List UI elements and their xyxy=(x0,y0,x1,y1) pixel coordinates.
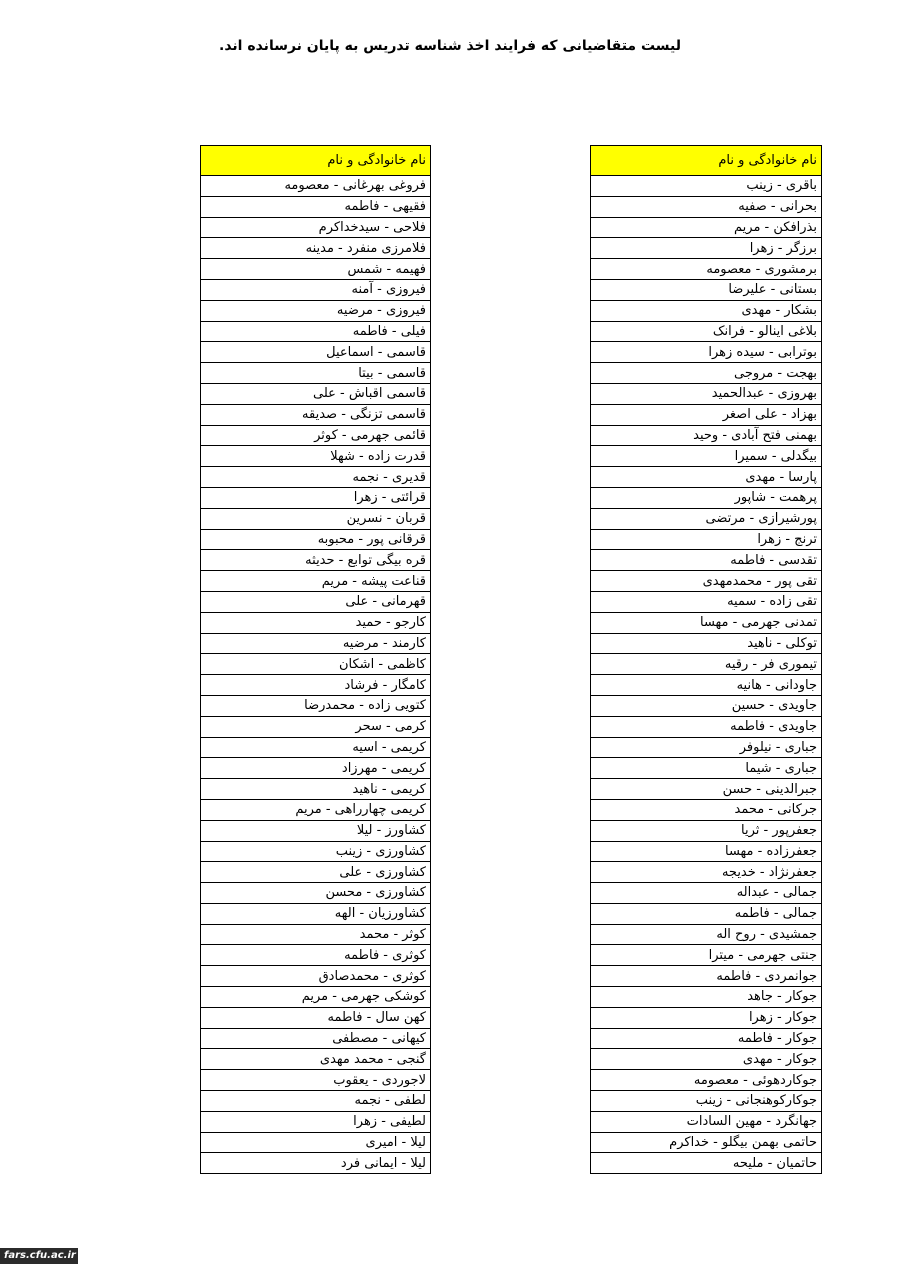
applicant-name-cell: کوثر - محمد xyxy=(201,924,431,945)
table-row xyxy=(201,404,431,425)
applicant-name-cell: کارجو - حمید xyxy=(201,612,431,633)
table-row xyxy=(591,321,822,342)
table-row xyxy=(201,321,431,342)
table-row xyxy=(201,862,431,883)
applicant-name-cell: جوانمردی - فاطمه xyxy=(591,966,822,987)
table-row xyxy=(591,1132,822,1153)
applicant-name-cell: برزگر - زهرا xyxy=(591,238,822,259)
applicant-name-cell: کشاورزی - محسن xyxy=(201,883,431,904)
table-row xyxy=(201,1132,431,1153)
applicant-name-cell: برمشوری - معصومه xyxy=(591,259,822,280)
table-row xyxy=(201,467,431,488)
applicant-name-cell: کوثری - محمدصادق xyxy=(201,966,431,987)
applicant-name-cell: تیموری فر - رقیه xyxy=(591,654,822,675)
applicant-name-cell: قربان - نسرین xyxy=(201,508,431,529)
applicant-name-cell: کتویی زاده - محمدرضا xyxy=(201,695,431,716)
applicant-name-cell: کیهانی - مصطفی xyxy=(201,1028,431,1049)
applicant-name-cell: پرهمت - شاپور xyxy=(591,487,822,508)
table-row xyxy=(201,1070,431,1091)
table-row xyxy=(591,654,822,675)
table-row xyxy=(591,695,822,716)
applicant-name-cell: تمدنی جهرمی - مهسا xyxy=(591,612,822,633)
table-row xyxy=(201,591,431,612)
applicant-name-cell: بهجت - مروجی xyxy=(591,363,822,384)
table-row xyxy=(201,529,431,550)
table-row xyxy=(591,1007,822,1028)
table-row xyxy=(201,945,431,966)
table-row xyxy=(201,342,431,363)
applicant-name-cell: توکلی - ناهید xyxy=(591,633,822,654)
table-row xyxy=(201,279,431,300)
table-row xyxy=(201,425,431,446)
applicant-name-cell: قرقانی پور - محبوبه xyxy=(201,529,431,550)
table-row xyxy=(591,862,822,883)
applicant-name-cell: لاجوردی - یعقوب xyxy=(201,1070,431,1091)
applicant-name-cell: جنتی جهرمی - میترا xyxy=(591,945,822,966)
table-row xyxy=(201,654,431,675)
table-row xyxy=(201,1111,431,1132)
applicant-name-cell: جعفرپور - ثریا xyxy=(591,820,822,841)
table-row xyxy=(201,903,431,924)
applicant-name-cell: جاودانی - هانیه xyxy=(591,675,822,696)
table-row xyxy=(201,758,431,779)
table-row xyxy=(591,987,822,1008)
applicant-name-cell: لطفی - نجمه xyxy=(201,1091,431,1112)
applicant-name-cell: تقی پور - محمدمهدی xyxy=(591,571,822,592)
applicant-name-cell: کریمی - اسیه xyxy=(201,737,431,758)
table-row xyxy=(201,695,431,716)
table-row xyxy=(591,883,822,904)
table-row xyxy=(201,737,431,758)
applicant-name-cell: جهانگرد - مهین السادات xyxy=(591,1111,822,1132)
applicant-name-cell: جوکاردهوئی - معصومه xyxy=(591,1070,822,1091)
applicant-name-cell: جبرالدینی - حسن xyxy=(591,779,822,800)
table-row xyxy=(591,924,822,945)
table-row xyxy=(201,550,431,571)
table-row xyxy=(591,238,822,259)
applicant-name-cell: فقیهی - فاطمه xyxy=(201,196,431,217)
applicant-name-cell: کامگار - فرشاد xyxy=(201,675,431,696)
applicant-name-cell: بشکار - مهدی xyxy=(591,300,822,321)
applicant-name-cell: بستانی - علیرضا xyxy=(591,279,822,300)
table-row xyxy=(591,1070,822,1091)
applicant-name-cell: کاظمی - اشکان xyxy=(201,654,431,675)
applicant-name-cell: ترنج - زهرا xyxy=(591,529,822,550)
table-row xyxy=(591,1091,822,1112)
table-row xyxy=(201,176,431,197)
column-header-name: نام خانوادگی و نام xyxy=(201,146,431,176)
applicant-name-cell: کارمند - مرضیه xyxy=(201,633,431,654)
table-row xyxy=(201,487,431,508)
table-row xyxy=(201,883,431,904)
applicant-name-cell: کشاورزی - علی xyxy=(201,862,431,883)
table-header-row xyxy=(591,146,822,176)
table-row xyxy=(591,342,822,363)
table-row xyxy=(201,508,431,529)
table-row xyxy=(591,217,822,238)
table-row xyxy=(591,279,822,300)
applicant-name-cell: تقی زاده - سمیه xyxy=(591,591,822,612)
column-header-name: نام خانوادگی و نام xyxy=(591,146,822,176)
table-row xyxy=(591,779,822,800)
applicant-name-cell: جاویدی - فاطمه xyxy=(591,716,822,737)
applicant-name-cell: جوکار - فاطمه xyxy=(591,1028,822,1049)
table-body-left xyxy=(201,176,431,1174)
table-row xyxy=(591,737,822,758)
table-row xyxy=(591,675,822,696)
table-row xyxy=(591,383,822,404)
table-row xyxy=(591,363,822,384)
applicant-name-cell: بهروزی - عبدالحمید xyxy=(591,383,822,404)
table-row xyxy=(201,716,431,737)
table-row xyxy=(591,259,822,280)
applicant-name-cell: کوشکی جهرمی - مریم xyxy=(201,987,431,1008)
table-row xyxy=(201,987,431,1008)
applicant-name-cell: کوثری - فاطمه xyxy=(201,945,431,966)
table-row xyxy=(591,300,822,321)
table-row xyxy=(201,612,431,633)
table-row xyxy=(201,300,431,321)
applicant-name-cell: جاویدی - حسین xyxy=(591,695,822,716)
applicants-table-left xyxy=(200,145,431,1174)
table-row xyxy=(201,446,431,467)
table-row xyxy=(201,217,431,238)
applicant-name-cell: قاسمی - اسماعیل xyxy=(201,342,431,363)
table-row xyxy=(201,259,431,280)
applicant-name-cell: کهن سال - فاطمه xyxy=(201,1007,431,1028)
applicant-name-cell: جباری - شیما xyxy=(591,758,822,779)
applicant-name-cell: قائمی جهرمی - کوثر xyxy=(201,425,431,446)
table-row xyxy=(201,779,431,800)
table-row xyxy=(591,404,822,425)
table-row xyxy=(591,945,822,966)
table-header-row xyxy=(201,146,431,176)
table-row xyxy=(201,841,431,862)
table-row xyxy=(201,383,431,404)
applicant-name-cell: قاسمی تزنگی - صدیقه xyxy=(201,404,431,425)
applicant-name-cell: بهمنی فتح آبادی - وحید xyxy=(591,425,822,446)
applicant-name-cell: کرمی - سحر xyxy=(201,716,431,737)
table-row xyxy=(591,487,822,508)
table-row xyxy=(201,820,431,841)
table-row xyxy=(591,1111,822,1132)
applicant-name-cell: جوکار - جاهد xyxy=(591,987,822,1008)
table-row xyxy=(591,841,822,862)
applicant-name-cell: فیروزی - مرضیه xyxy=(201,300,431,321)
table-row xyxy=(591,196,822,217)
page-title: لیست متقاضیانی که فرایند اخذ شناسه تدریس به پایان نرسانده اند. xyxy=(219,38,681,54)
applicant-name-cell: حاتمی بهمن بیگلو - خداکرم xyxy=(591,1132,822,1153)
applicant-name-cell: لیلا - ایمانی فرد xyxy=(201,1153,431,1174)
applicant-name-cell: لیلا - امیری xyxy=(201,1132,431,1153)
applicants-table-right xyxy=(590,145,822,1174)
applicant-name-cell: حاتمیان - ملیحه xyxy=(591,1153,822,1174)
table-row xyxy=(591,176,822,197)
applicant-name-cell: پورشیرازی - مرتضی xyxy=(591,508,822,529)
table-row xyxy=(591,633,822,654)
table-row xyxy=(591,716,822,737)
applicant-name-cell: قناعت پیشه - مریم xyxy=(201,571,431,592)
applicant-name-cell: قهرمانی - علی xyxy=(201,591,431,612)
applicant-name-cell: جمشیدی - روح اله xyxy=(591,924,822,945)
applicant-name-cell: جمالی - فاطمه xyxy=(591,903,822,924)
table-row xyxy=(591,903,822,924)
table-row xyxy=(591,550,822,571)
table-row xyxy=(591,758,822,779)
applicant-name-cell: لطیفی - زهرا xyxy=(201,1111,431,1132)
applicant-name-cell: جمالی - عبداله xyxy=(591,883,822,904)
applicant-name-cell: جعفرنژاد - خدیجه xyxy=(591,862,822,883)
applicant-name-cell: بهزاد - علی اصغر xyxy=(591,404,822,425)
applicant-name-cell: قاسمی - بیتا xyxy=(201,363,431,384)
table-row xyxy=(201,1028,431,1049)
site-footer-badge: fars.cfu.ac.ir xyxy=(0,1248,78,1264)
table-row xyxy=(201,1007,431,1028)
table-row xyxy=(591,1049,822,1070)
applicant-name-cell: گنجی - محمد مهدی xyxy=(201,1049,431,1070)
applicant-name-cell: تقدسی - فاطمه xyxy=(591,550,822,571)
applicant-name-cell: فیلی - فاطمه xyxy=(201,321,431,342)
applicant-name-cell: کریمی - مهرزاد xyxy=(201,758,431,779)
table-row xyxy=(201,363,431,384)
table-row xyxy=(201,571,431,592)
applicant-name-cell: قاسمی اقباش - علی xyxy=(201,383,431,404)
applicant-name-cell: کریمی - ناهید xyxy=(201,779,431,800)
applicant-name-cell: کشاورزی - زینب xyxy=(201,841,431,862)
table-row xyxy=(591,529,822,550)
table-row xyxy=(591,508,822,529)
table-row xyxy=(591,425,822,446)
applicant-name-cell: جوکارکوهنجانی - زینب xyxy=(591,1091,822,1112)
applicant-name-cell: کریمی چهارراهی - مریم xyxy=(201,799,431,820)
table-row xyxy=(591,966,822,987)
table-row xyxy=(591,612,822,633)
table-row xyxy=(201,799,431,820)
table-row xyxy=(201,1153,431,1174)
applicant-name-cell: جرکانی - محمد xyxy=(591,799,822,820)
applicant-name-cell: باقری - زینب xyxy=(591,176,822,197)
applicant-name-cell: قرائتی - زهرا xyxy=(201,487,431,508)
applicant-name-cell: قره بیگی توابع - حدیثه xyxy=(201,550,431,571)
applicant-name-cell: فهیمه - شمس xyxy=(201,259,431,280)
table-row xyxy=(201,1091,431,1112)
applicant-name-cell: جعفرزاده - مهسا xyxy=(591,841,822,862)
applicant-name-cell: بذرافکن - مریم xyxy=(591,217,822,238)
applicant-name-cell: جوکار - زهرا xyxy=(591,1007,822,1028)
table-row xyxy=(591,1028,822,1049)
table-row xyxy=(591,820,822,841)
table-row xyxy=(201,238,431,259)
applicant-name-cell: جوکار - مهدی xyxy=(591,1049,822,1070)
applicant-name-cell: جباری - نیلوفر xyxy=(591,737,822,758)
table-row xyxy=(201,675,431,696)
table-row xyxy=(201,924,431,945)
applicant-name-cell: قدیری - نجمه xyxy=(201,467,431,488)
applicant-name-cell: فیروزی - آمنه xyxy=(201,279,431,300)
applicant-name-cell: فلامرزی منفرد - مدینه xyxy=(201,238,431,259)
applicant-name-cell: بلاغی اینالو - فرانک xyxy=(591,321,822,342)
applicant-name-cell: کشاورز - لیلا xyxy=(201,820,431,841)
table-row xyxy=(591,591,822,612)
table-row xyxy=(201,633,431,654)
applicant-name-cell: بحرانی - صفیه xyxy=(591,196,822,217)
table-row xyxy=(201,196,431,217)
table-body-right xyxy=(591,176,822,1174)
applicant-name-cell: فروغی بهرغانی - معصومه xyxy=(201,176,431,197)
applicant-name-cell: کشاورزیان - الهه xyxy=(201,903,431,924)
applicant-name-cell: بیگدلی - سمیرا xyxy=(591,446,822,467)
table-row xyxy=(591,1153,822,1174)
table-row xyxy=(591,446,822,467)
table-row xyxy=(201,1049,431,1070)
table-row xyxy=(201,966,431,987)
table-row xyxy=(591,571,822,592)
applicant-name-cell: بوترابی - سیده زهرا xyxy=(591,342,822,363)
table-row xyxy=(591,799,822,820)
table-row xyxy=(591,467,822,488)
applicant-name-cell: پارسا - مهدی xyxy=(591,467,822,488)
applicant-name-cell: قدرت زاده - شهلا xyxy=(201,446,431,467)
applicant-name-cell: فلاحی - سیدخداکرم xyxy=(201,217,431,238)
